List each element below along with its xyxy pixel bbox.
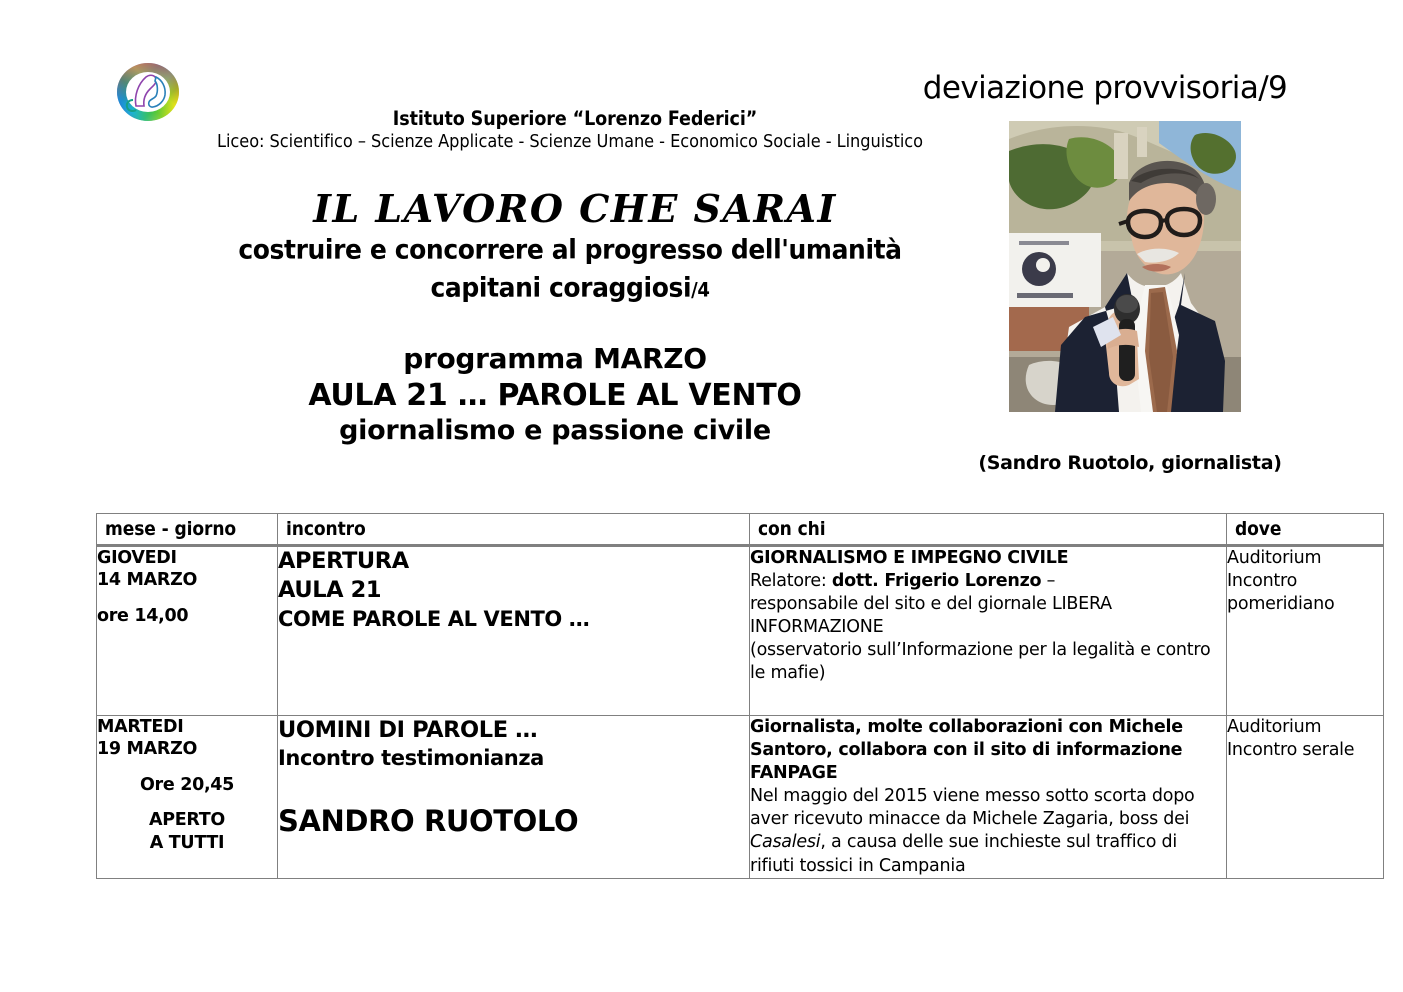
- row-2-open-line-2: A TUTTI: [149, 832, 225, 853]
- row-1-incontro: [278, 546, 750, 716]
- speaker-photo: [1009, 121, 1241, 412]
- row-1-con-chi: [750, 546, 1227, 716]
- row-2-who-body: [750, 785, 1226, 877]
- table-row: [97, 716, 1384, 879]
- row-1-who-speaker-name: dott. Frigerio Lorenzo: [831, 571, 1042, 592]
- event-title: IL LAVORO CHE SARAI: [313, 186, 837, 231]
- school-name: Istituto Superiore “Lorenzo Federici”: [392, 107, 758, 130]
- table-row: [97, 546, 1384, 716]
- row-1-who-note: (osservatorio sull’Informazione per la legalità e contro le mafie): [750, 640, 1211, 684]
- programme-line-1: programma MARZO: [403, 342, 707, 375]
- row-1-date: 14 MARZO: [97, 570, 198, 591]
- row-2-dove: Auditorium Incontro serale: [1227, 716, 1384, 879]
- column-header-mese-giorno: mese - giorno: [97, 514, 278, 546]
- row-2-when-spacer-1: [97, 761, 277, 774]
- schedule-table: [96, 513, 1384, 879]
- row-2-incontro-gap: [278, 773, 749, 803]
- photo-caption: (Sandro Ruotolo, giornalista): [978, 452, 1282, 474]
- row-2-who-bold: Giornalista, molte collaborazioni con Michele Santoro, collabora con il sito di informazione FANPAGE: [750, 717, 1183, 784]
- programme-line-2: AULA 21 … PAROLE AL VENTO: [308, 377, 802, 413]
- event-subtitle-2: [150, 272, 990, 303]
- row-2-incontro-line-1: UOMINI DI PAROLE …: [278, 717, 538, 743]
- row-2-incontro-line-3: SANDRO RUOTOLO: [278, 803, 579, 838]
- row-2-incontro: [278, 716, 750, 879]
- row-2-when-spacer-2: [97, 796, 277, 809]
- event-subtitle-2-text: capitani coraggiosi: [430, 272, 692, 303]
- column-header-dove: dove: [1227, 514, 1384, 546]
- row-2-when: [97, 716, 278, 879]
- row-1-who-speaker: [750, 570, 1226, 593]
- row-2-time: Ore 20,45: [139, 774, 235, 795]
- row-1-who-speaker-label: Relatore:: [750, 571, 832, 592]
- row-1-incontro-line-3: COME PAROLE AL VENTO …: [278, 606, 590, 631]
- school-courses: Liceo: Scientifico – Scienze Applicate - Scienze Umane - Economico Sociale - Linguistico: [217, 131, 923, 152]
- programme-line-3: giornalismo e passione civile: [339, 414, 771, 446]
- row-2-day: MARTEDI: [97, 717, 184, 737]
- row-2-incontro-line-2: Incontro testimonianza: [278, 746, 544, 771]
- row-1-time: ore 14,00: [97, 605, 189, 626]
- row-1-who-speaker-dash: –: [1041, 571, 1056, 592]
- row-1-day: GIOVEDI: [97, 548, 177, 568]
- row-2-date: 19 MARZO: [97, 739, 198, 760]
- row-1-dove: Auditorium Incontro pomeridiano: [1227, 546, 1384, 716]
- column-header-incontro: incontro: [278, 514, 750, 546]
- event-subtitle-1: costruire e concorrere al progresso dell'umanità: [238, 234, 902, 265]
- row-1-who-heading: GIORNALISMO E IMPEGNO CIVILE: [750, 548, 1069, 568]
- event-subtitle-2-suffix: /4: [691, 279, 710, 302]
- row-1-incontro-line-1: APERTURA: [278, 548, 409, 574]
- column-header-con-chi: con chi: [750, 514, 1227, 546]
- row-2-open-line-1: APERTO: [148, 810, 226, 831]
- istituto-federici-logo: [112, 56, 184, 128]
- row-1-when: [97, 546, 278, 716]
- row-1-who-body: responsabile del sito e del giornale LIBERA INFORMAZIONE: [750, 594, 1112, 638]
- row-2-who-text-b: , a causa delle sue inchieste sul traffico di rifiuti tossici in Campania: [750, 832, 1177, 876]
- programme-block: [160, 342, 950, 447]
- row-1-incontro-line-2: AULA 21: [278, 577, 382, 604]
- table-header-row: [97, 514, 1384, 546]
- page-title: deviazione provvisoria/9: [922, 70, 1288, 106]
- row-2-who-text-a: Nel maggio del 2015 viene messo sotto scorta dopo aver ricevuto minacce da Michele Zagaria, boss dei: [750, 786, 1195, 830]
- row-2-con-chi: [750, 716, 1227, 879]
- row-2-who-italic: Casalesi: [750, 832, 821, 853]
